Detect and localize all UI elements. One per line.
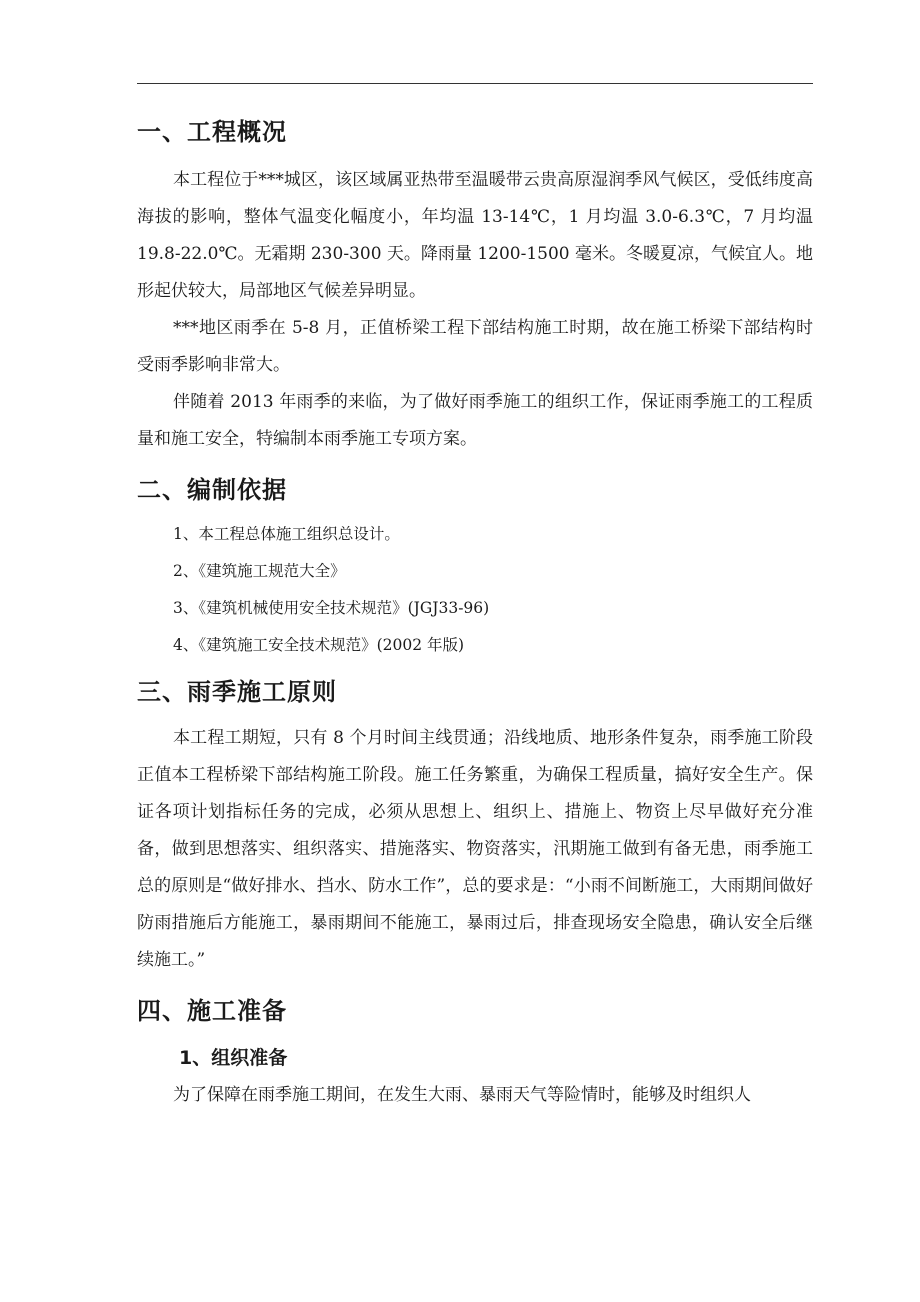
overview-paragraph-1: 本工程位于***城区，该区域属亚热带至温暖带云贵高原湿润季风气候区，受低纬度高海拔的影响，整体气温变化幅度小，年均温 13-14℃，1 月均温 3.0-6.3℃，7 月均温 19.8-22.0℃。无霜期 230-300 天。降雨量 1200-1500 毫米。冬暖夏凉，气候宜人。地形起伏较大，局部地区气候差异明显。 <box>137 170 813 301</box>
document-body <box>137 112 813 1114</box>
basis-item: 2、《建筑施工规范大全》 <box>173 562 346 580</box>
overview-paragraph-2: ***地区雨季在 5-8 月，正值桥梁工程下部结构施工时期，故在施工桥梁下部结构时受雨季影响非常大。 <box>137 318 813 375</box>
basis-item: 3、《建筑机械使用安全技术规范》(JGJ33-96) <box>173 599 490 617</box>
principles-paragraph: 本工程工期短，只有 8 个月时间主线贯通；沿线地质、地形条件复杂，雨季施工阶段正值本工程桥梁下部结构施工阶段。施工任务繁重，为确保工程质量，搞好安全生产。保证各项计划指标任务的完成，必须从思想上、组织上、措施上、物资上尽早做好充分准备，做到思想落实、组织落实、措施落实、物资落实，汛期施工做到有备无患，雨季施工总的原则是“做好排水、挡水、防水工作”，总的要求是：“小雨不间断施工，大雨期间做好防雨措施后方能施工，暴雨期间不能施工，暴雨过后，排查现场安全隐患，确认安全后继续施工。” <box>137 728 813 970</box>
section-heading-principles: 三、雨季施工原则 <box>137 678 337 706</box>
overview-paragraph-3: 伴随着 2013 年雨季的来临，为了做好雨季施工的组织工作，保证雨季施工的工程质量和施工安全，特编制本雨季施工专项方案。 <box>137 392 813 449</box>
section-heading-basis: 二、编制依据 <box>137 476 287 504</box>
preparation-paragraph: 为了保障在雨季施工期间，在发生大雨、暴雨天气等险情时，能够及时组织人 <box>173 1085 751 1105</box>
section-heading-overview: 一、工程概况 <box>137 118 287 146</box>
basis-item: 1、本工程总体施工组织总设计。 <box>173 525 400 543</box>
basis-list <box>137 516 813 664</box>
header-rule <box>137 83 813 84</box>
basis-item: 4、《建筑施工安全技术规范》(2002 年版) <box>173 636 465 654</box>
section-heading-preparation: 四、施工准备 <box>137 997 287 1025</box>
subsection-heading-organization: 1、组织准备 <box>179 1047 288 1069</box>
